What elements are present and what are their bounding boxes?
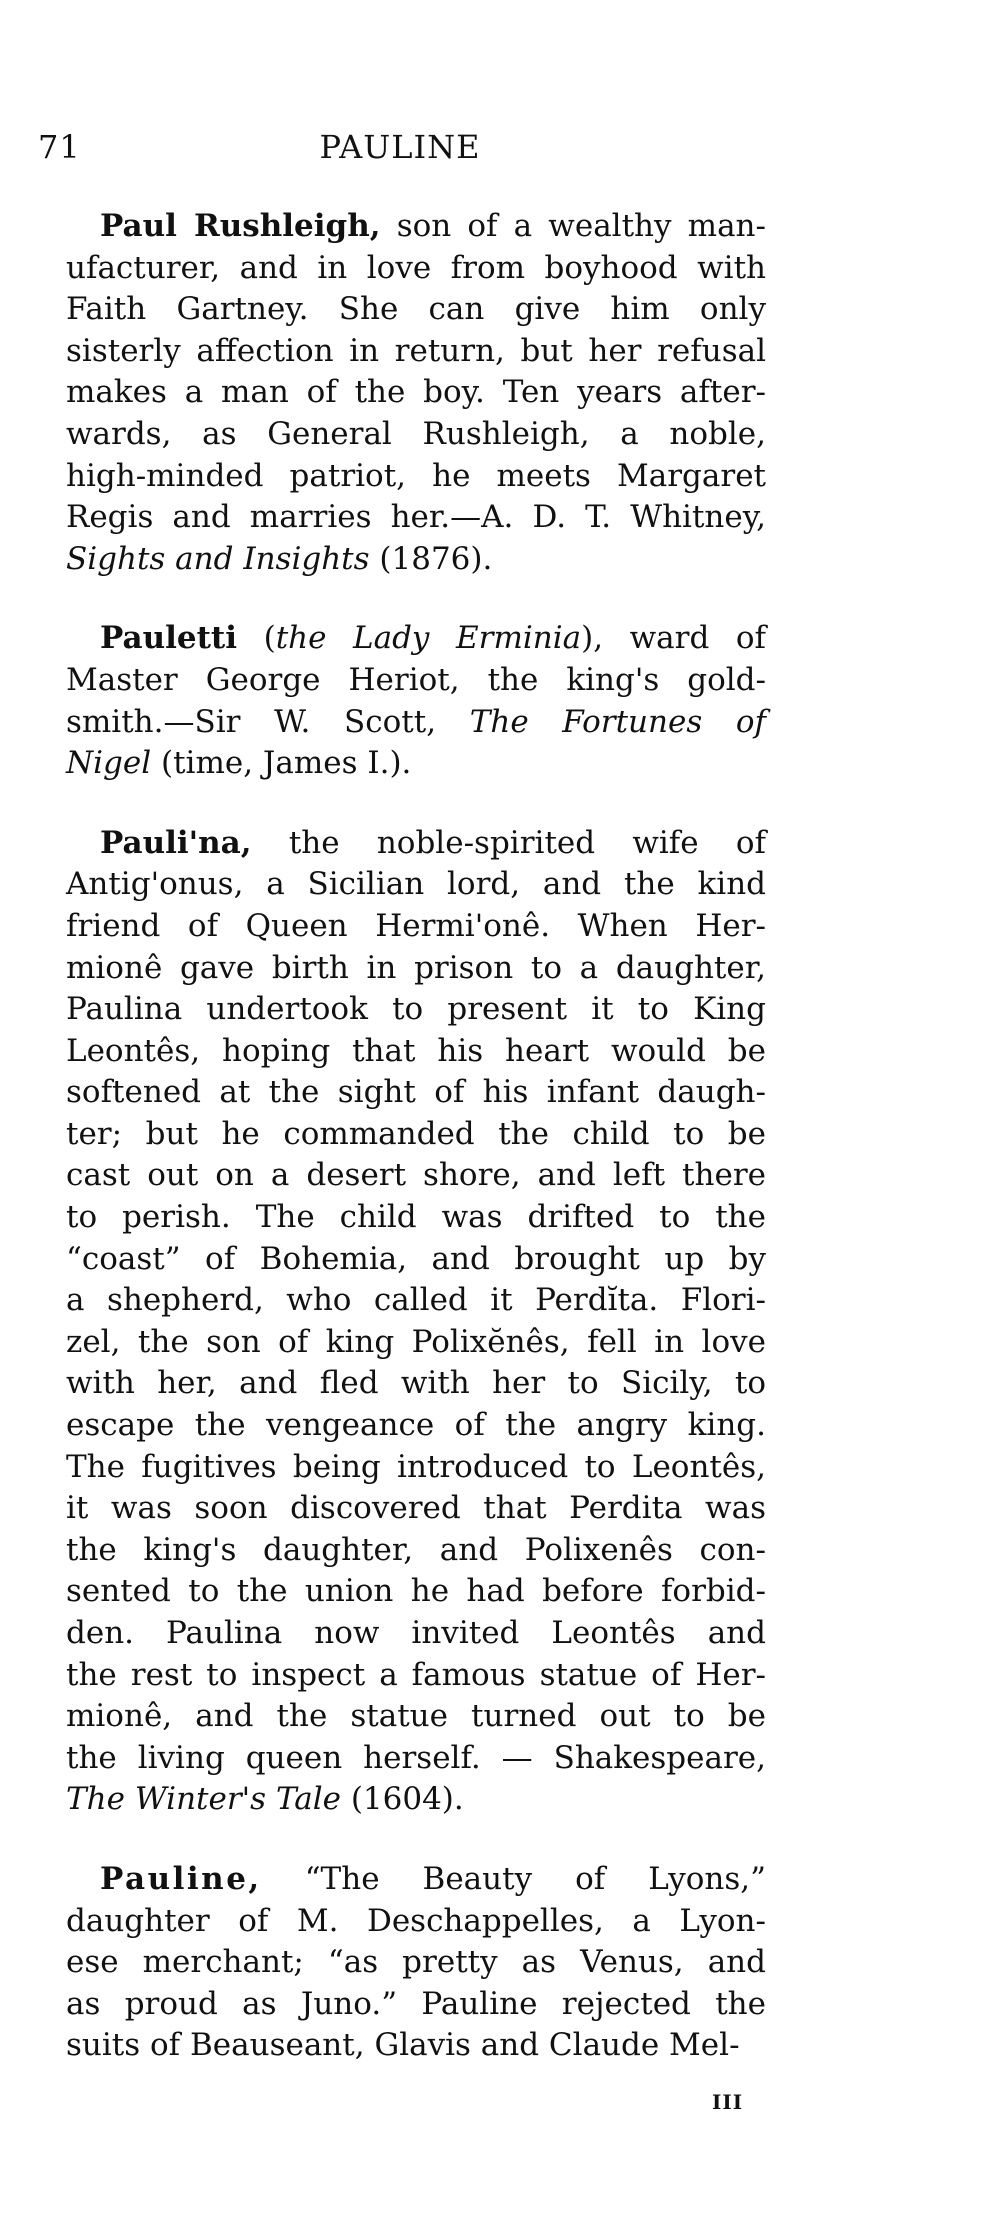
headword: Pauletti xyxy=(100,620,238,657)
entry-first-line xyxy=(66,1859,766,1901)
text-run: son of a wealthy man- xyxy=(380,208,766,244)
entry-line xyxy=(66,248,766,290)
entry-line xyxy=(66,1655,766,1697)
entry-line xyxy=(66,1363,766,1405)
entry-line xyxy=(66,1322,766,1364)
entry-line xyxy=(66,414,766,456)
entry-line xyxy=(66,456,766,498)
entry-line xyxy=(66,1901,766,1943)
entry-line xyxy=(66,1280,766,1322)
text-run: Leontês, hoping that his heart would be xyxy=(66,1032,766,1069)
text-run: high-minded patriot, he meets Margaret xyxy=(66,457,766,494)
text-run: sented to the union he had before forbid- xyxy=(66,1573,766,1610)
text-run: ), ward of xyxy=(581,620,766,657)
entry-line xyxy=(66,289,766,331)
text-run: as proud as Juno.” Pauline rejected the xyxy=(66,1985,766,2022)
text-run: den. Paulina now invited Leontês and xyxy=(66,1615,766,1651)
entry-line xyxy=(66,1031,766,1073)
entry-first-line xyxy=(66,618,766,660)
signature-mark: III xyxy=(712,2090,744,2114)
entry-line xyxy=(66,1738,766,1780)
entry-line xyxy=(66,1613,766,1655)
text-run: ese merchant; “as pretty as Venus, and xyxy=(66,1944,766,1981)
text-run: Antig'onus, a Sicilian lord, and the kind xyxy=(66,866,766,903)
text-run: sisterly affection in return, but her refusal xyxy=(66,332,766,369)
running-title: PAULINE xyxy=(319,128,481,166)
entry-line xyxy=(66,989,766,1031)
entry-line xyxy=(66,1571,766,1613)
text-run: Regis and marries her.—A. D. T. Whitney, xyxy=(66,499,766,536)
text-run: daughter of M. Deschappelles, a Lyon- xyxy=(66,1902,766,1939)
entry-line xyxy=(66,1447,766,1489)
text-run: (time, James I.). xyxy=(151,745,412,782)
entry-line xyxy=(66,1155,766,1197)
text-run: friend of Queen Hermi'onê. When Her- xyxy=(66,907,766,944)
entry-first-line xyxy=(66,823,766,865)
text-run: Paulina undertook to present it to King xyxy=(66,991,766,1028)
text-run: escape the vengeance of the angry king. xyxy=(66,1407,766,1444)
text-run: mionê, and the statue turned out to be xyxy=(66,1698,766,1735)
entry-line xyxy=(66,2025,766,2067)
text-run: the noble-spirited wife of xyxy=(251,824,766,861)
italic-title: Sights and Insights xyxy=(66,540,370,577)
text-run: the king's daughter, and Polixenês con- xyxy=(66,1531,766,1568)
entry xyxy=(66,206,766,580)
text-run: ( xyxy=(237,620,276,657)
text-run: The fugitives being introduced to Leontês, xyxy=(66,1448,766,1485)
headword: Paul Rushleigh, xyxy=(100,208,381,244)
entry-line xyxy=(66,1405,766,1447)
italic-title: the Lady Erminia xyxy=(275,620,582,657)
text-run: the living queen herself. — Shakespeare, xyxy=(66,1739,766,1776)
text-run: with her, and fled with her to Sicily, to xyxy=(66,1365,766,1402)
entry-line xyxy=(66,1984,766,2026)
text-run: ter; but he commanded the child to be xyxy=(66,1115,766,1152)
text-run: zel, the son of king Polixĕnês, fell in love xyxy=(66,1323,766,1360)
entry-first-line xyxy=(66,206,766,248)
text-run: a shepherd, who called it Perdĭta. Flori- xyxy=(66,1282,766,1319)
entry-line xyxy=(66,1488,766,1530)
entry-line xyxy=(66,906,766,948)
entry-line xyxy=(66,1197,766,1239)
text-run: “coast” of Bohemia, and brought up by xyxy=(66,1240,766,1277)
entry-line xyxy=(66,331,766,373)
page-number: 71 xyxy=(38,128,81,166)
text-run: (1604). xyxy=(340,1781,464,1818)
italic-title: The Winter's Tale xyxy=(66,1781,341,1818)
text-run: the rest to inspect a famous statue of Her- xyxy=(66,1656,766,1693)
entry-line xyxy=(66,1942,766,1984)
dictionary-entries xyxy=(66,206,766,2105)
text-run: Faith Gartney. She can give him only xyxy=(66,291,766,328)
entry-line xyxy=(66,539,766,581)
italic-title: Nigel xyxy=(66,745,152,782)
text-run: cast out on a desert shore, and left there xyxy=(66,1157,766,1194)
text-run: (1876). xyxy=(369,540,493,577)
italic-title: The Fortunes of xyxy=(469,703,767,740)
entry xyxy=(66,823,766,1821)
headword: Pauli'na, xyxy=(100,824,252,861)
text-run: to perish. The child was drifted to the xyxy=(66,1199,766,1236)
entry-line xyxy=(66,497,766,539)
page-header xyxy=(38,128,762,172)
text-run: makes a man of the boy. Ten years after- xyxy=(66,374,766,411)
entry xyxy=(66,618,766,784)
entry-line xyxy=(66,1779,766,1821)
text-run: suits of Beauseant, Glavis and Claude Mel- xyxy=(66,2027,740,2064)
text-run: it was soon discovered that Perdita was xyxy=(66,1490,766,1527)
text-run: Master George Heriot, the king's gold- xyxy=(66,661,766,698)
text-run: “The Beauty of Lyons,” xyxy=(261,1860,766,1897)
text-run: mionê gave birth in prison to a daughter, xyxy=(66,949,766,986)
entry-line xyxy=(66,864,766,906)
entry-line xyxy=(66,1530,766,1572)
entry-line xyxy=(66,1072,766,1114)
entry-line xyxy=(66,1114,766,1156)
entry xyxy=(66,1859,766,2067)
entry-line xyxy=(66,948,766,990)
text-run: wards, as General Rushleigh, a noble, xyxy=(66,415,766,452)
headword: Pauline, xyxy=(100,1860,262,1897)
entry-line xyxy=(66,743,766,785)
entry-line xyxy=(66,372,766,414)
entry-line xyxy=(66,1696,766,1738)
text-run: softened at the sight of his infant daugh- xyxy=(66,1074,766,1111)
text-run: ufacturer, and in love from boyhood with xyxy=(66,249,766,286)
entry-line xyxy=(66,660,766,702)
text-run: smith.—Sir W. Scott, xyxy=(66,703,470,740)
entry-line xyxy=(66,1239,766,1281)
entry-line xyxy=(66,702,766,744)
